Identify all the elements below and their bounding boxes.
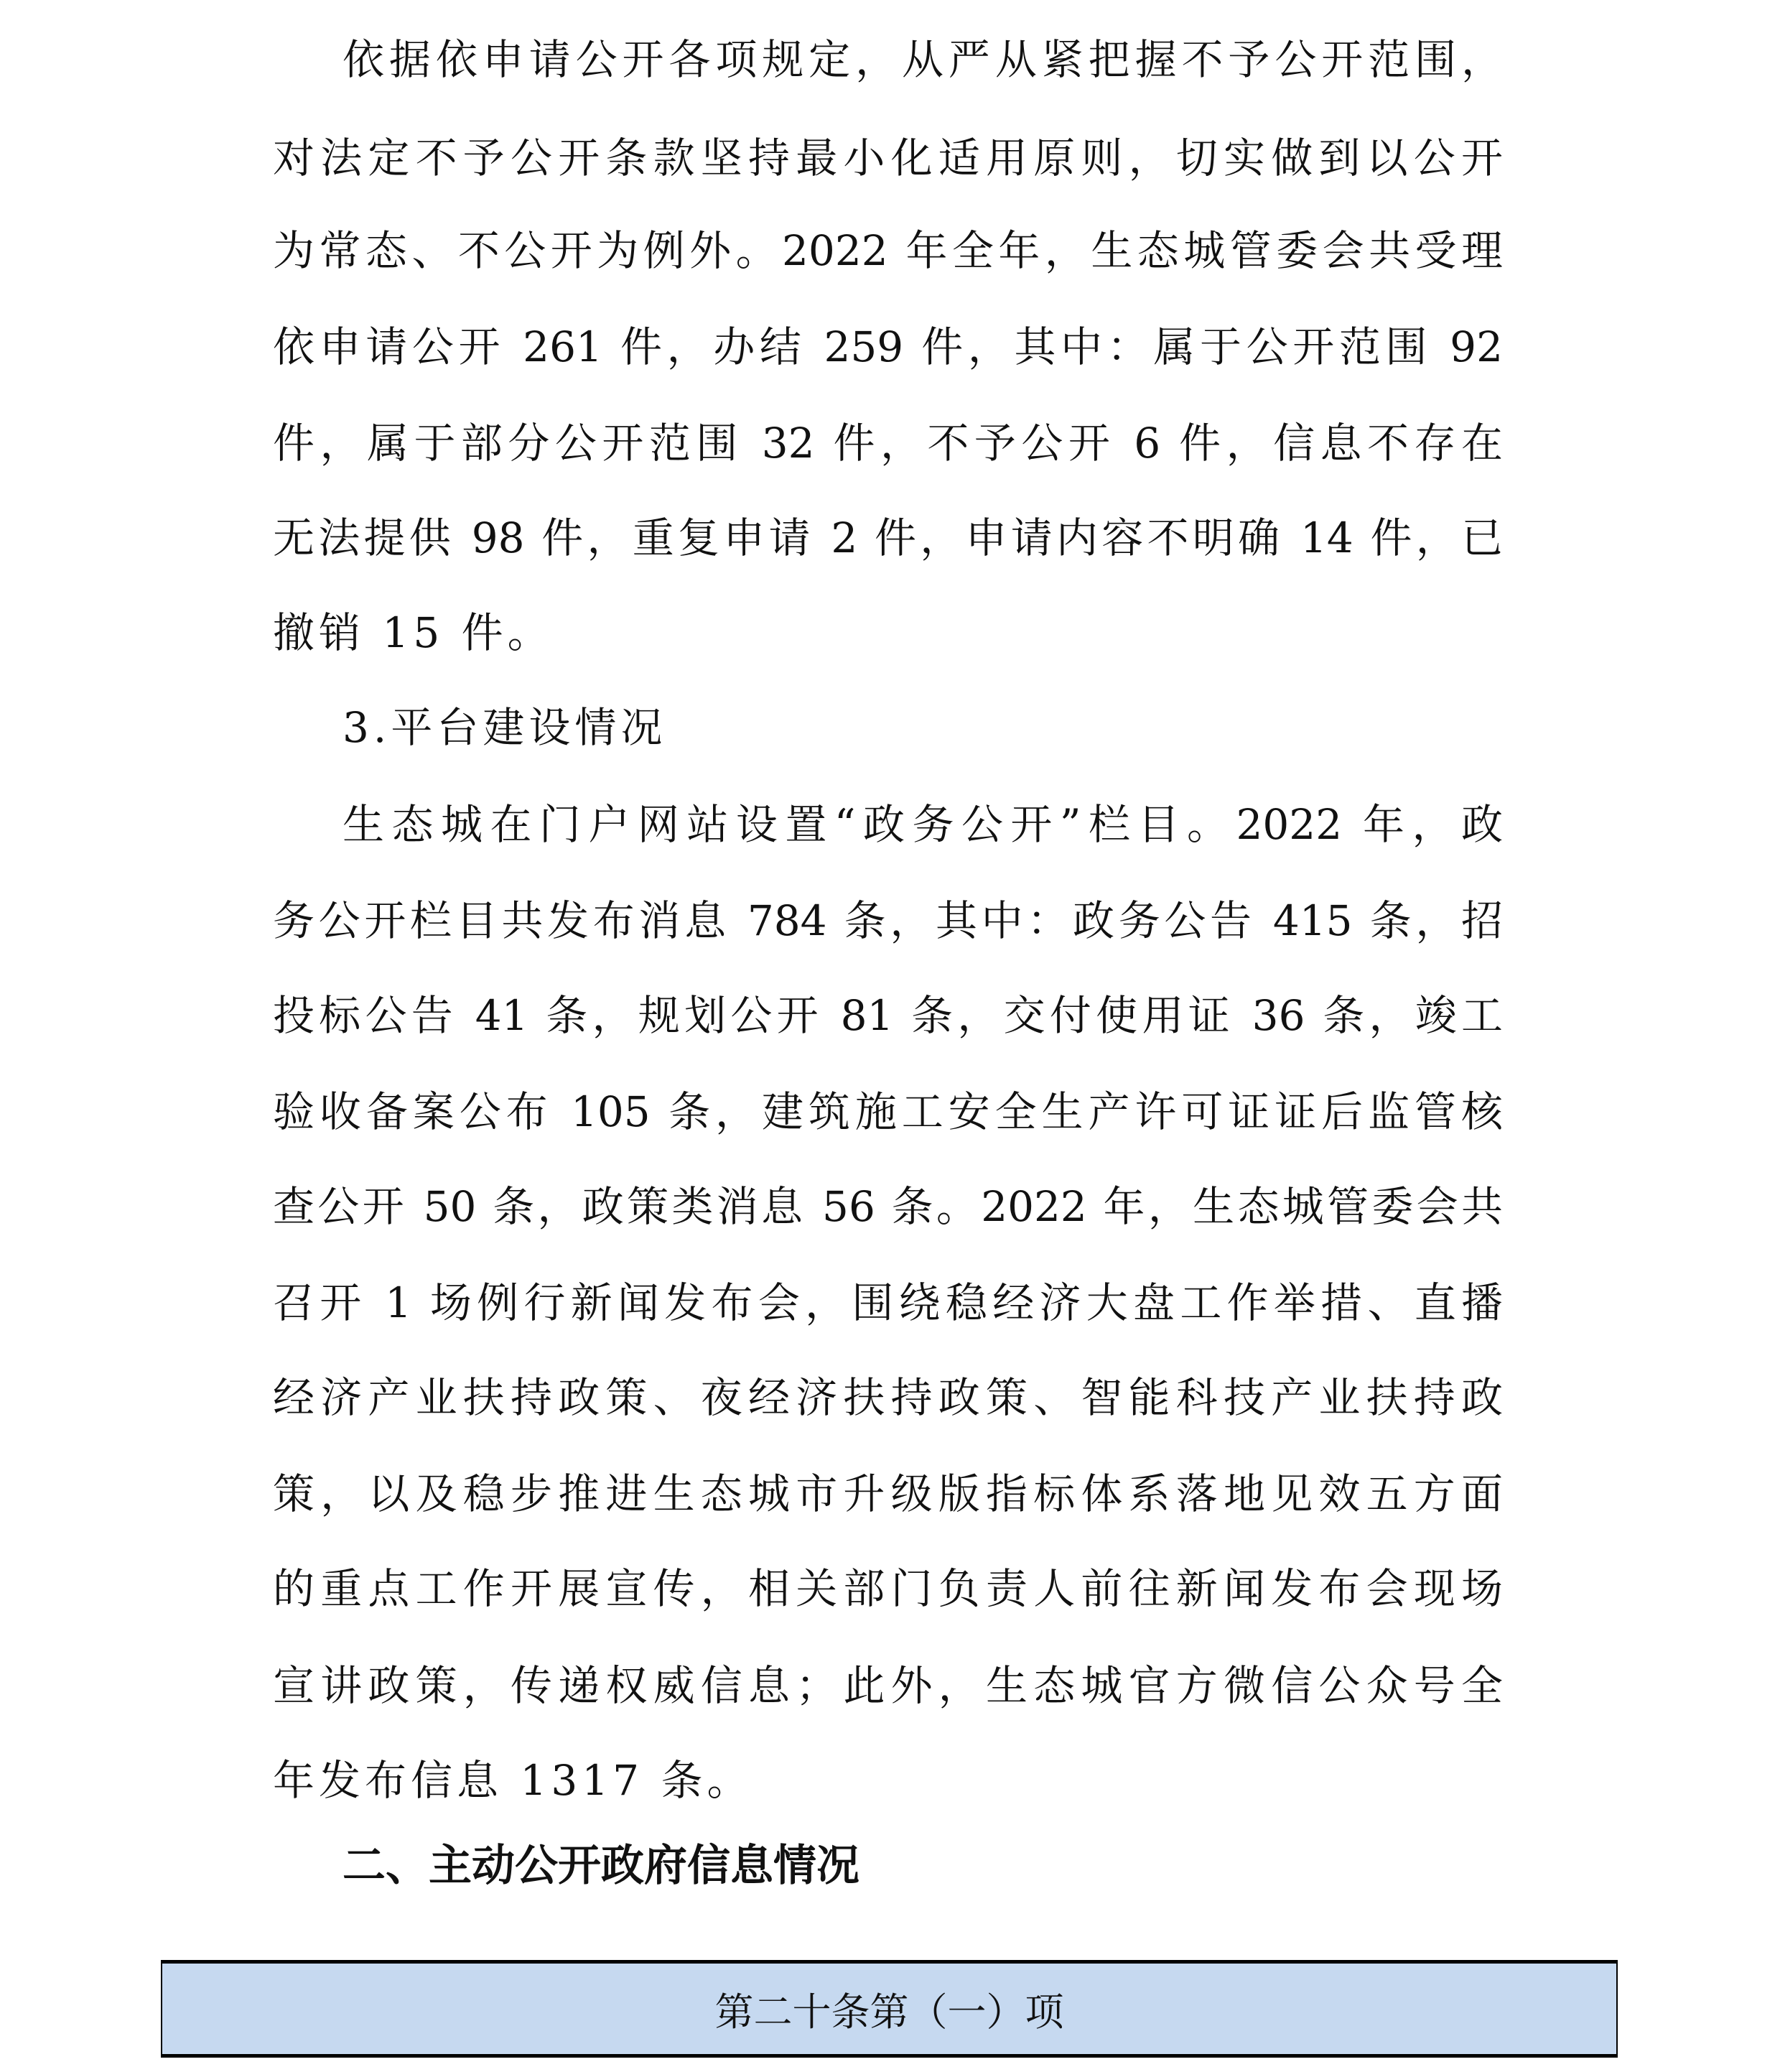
subsection-title: 3.平台建设情况 [343, 703, 667, 752]
paragraph-line: 经济产业扶持政策、夜经济扶持政策、智能科技产业扶持政 [273, 1373, 1503, 1422]
paragraph-line: 为常态、不公开为例外。2022 年全年，生态城管委会共受理 [273, 226, 1503, 275]
paragraph-line: 件，属于部分公开范围 32 件，不予公开 6 件，信息不存在 [273, 419, 1503, 468]
paragraph-line: 撤销 15 件。 [273, 608, 554, 657]
paragraph-line: 宣讲政策，传递权威信息；此外，生态城官方微信公众号全 [273, 1661, 1503, 1710]
paragraph-line: 的重点工作开展宣传，相关部门负责人前往新闻发布会现场 [273, 1564, 1503, 1613]
paragraph-line: 年发布信息 1317 条。 [273, 1756, 753, 1805]
section-heading: 二、主动公开政府信息情况 [343, 1841, 859, 1891]
paragraph-line: 策，以及稳步推进生态城市升级版指标体系落地见效五方面 [273, 1469, 1503, 1518]
paragraph-line: 查公开 50 条，政策类消息 56 条。2022 年，生态城管委会共 [273, 1182, 1503, 1231]
paragraph-line: 无法提供 98 件，重复申请 2 件，申请内容不明确 14 件，已 [273, 514, 1503, 562]
paragraph-line: 投标公告 41 条，规划公开 81 条，交付使用证 36 条，竣工 [273, 991, 1503, 1040]
paragraph-line: 召开 1 场例行新闻发布会，围绕稳经济大盘工作举措、直播 [273, 1278, 1503, 1327]
table-header-row [161, 1960, 1618, 2058]
paragraph-line: 依申请公开 261 件，办结 259 件，其中：属于公开范围 92 [273, 322, 1503, 371]
paragraph-line: 生态城在门户网站设置“政务公开”栏目。2022 年，政 [343, 800, 1503, 849]
paragraph-line: 验收备案公布 105 条，建筑施工安全生产许可证证后监管核 [273, 1087, 1503, 1136]
paragraph-line: 对法定不予公开条款坚持最小化适用原则，切实做到以公开 [273, 134, 1503, 182]
paragraph-line: 依据依申请公开各项规定，从严从紧把握不予公开范围， [343, 35, 1503, 84]
table-header-cell: 第二十条第（一）项 [714, 1989, 1064, 2035]
paragraph-line: 务公开栏目共发布消息 784 条，其中：政务公告 415 条，招 [273, 896, 1503, 945]
